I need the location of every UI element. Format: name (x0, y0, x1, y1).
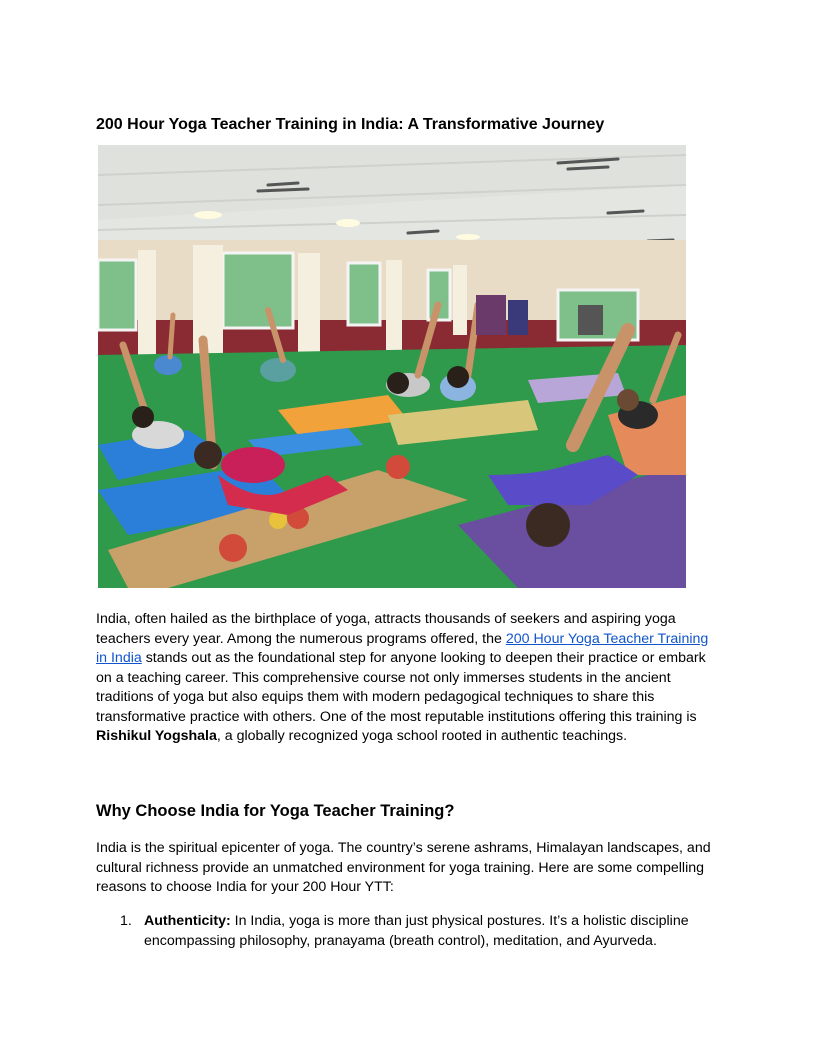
list-item-number: 1. (120, 913, 132, 929)
list-item (96, 912, 720, 951)
intro-text-continued: stands out as the foundational step for anyone looking to deepen their practice or embark on a teaching career. This comprehensive course not only immerses students in the ancient traditions of yoga but also equips them with modern pedagogical techniques to share this transformative practice with others. One of the most reputable institutions offering this training is (96, 650, 706, 725)
yoga-class-photo (98, 145, 686, 588)
intro-text: India, often hailed as the birthplace of yoga, attracts thousands of seekers and aspiring yoga teachers every year. Among the numerous programs offered, the (96, 611, 676, 647)
list-item-label: Authenticity: (144, 913, 231, 929)
section-intro-paragraph: India is the spiritual epicenter of yoga. The country’s serene ashrams, Himalayan landscapes, and cultural richness provide an unmatched environment for yoga training. Here are some compelling reasons to choose India for your 200 Hour YTT: (96, 840, 711, 895)
list-item-text: In India, yoga is more than just physical postures. It’s a holistic discipline encompassing philosophy, pranayama (breath control), meditation, and Ayurveda. (144, 913, 689, 949)
yoga-teacher-training-link[interactable]: 200 Hour Yoga Teacher Training in India (96, 630, 709, 666)
page-title: 200 Hour Yoga Teacher Training in India: A Transformative Journey (96, 116, 605, 133)
intro-paragraph (96, 610, 720, 747)
school-name: Rishikul Yogshala (96, 728, 217, 744)
reasons-list (96, 912, 720, 951)
intro-text-end: , a globally recognized yoga school rooted in authentic teachings. (216, 728, 628, 744)
section-heading: Why Choose India for Yoga Teacher Training? (96, 802, 455, 820)
